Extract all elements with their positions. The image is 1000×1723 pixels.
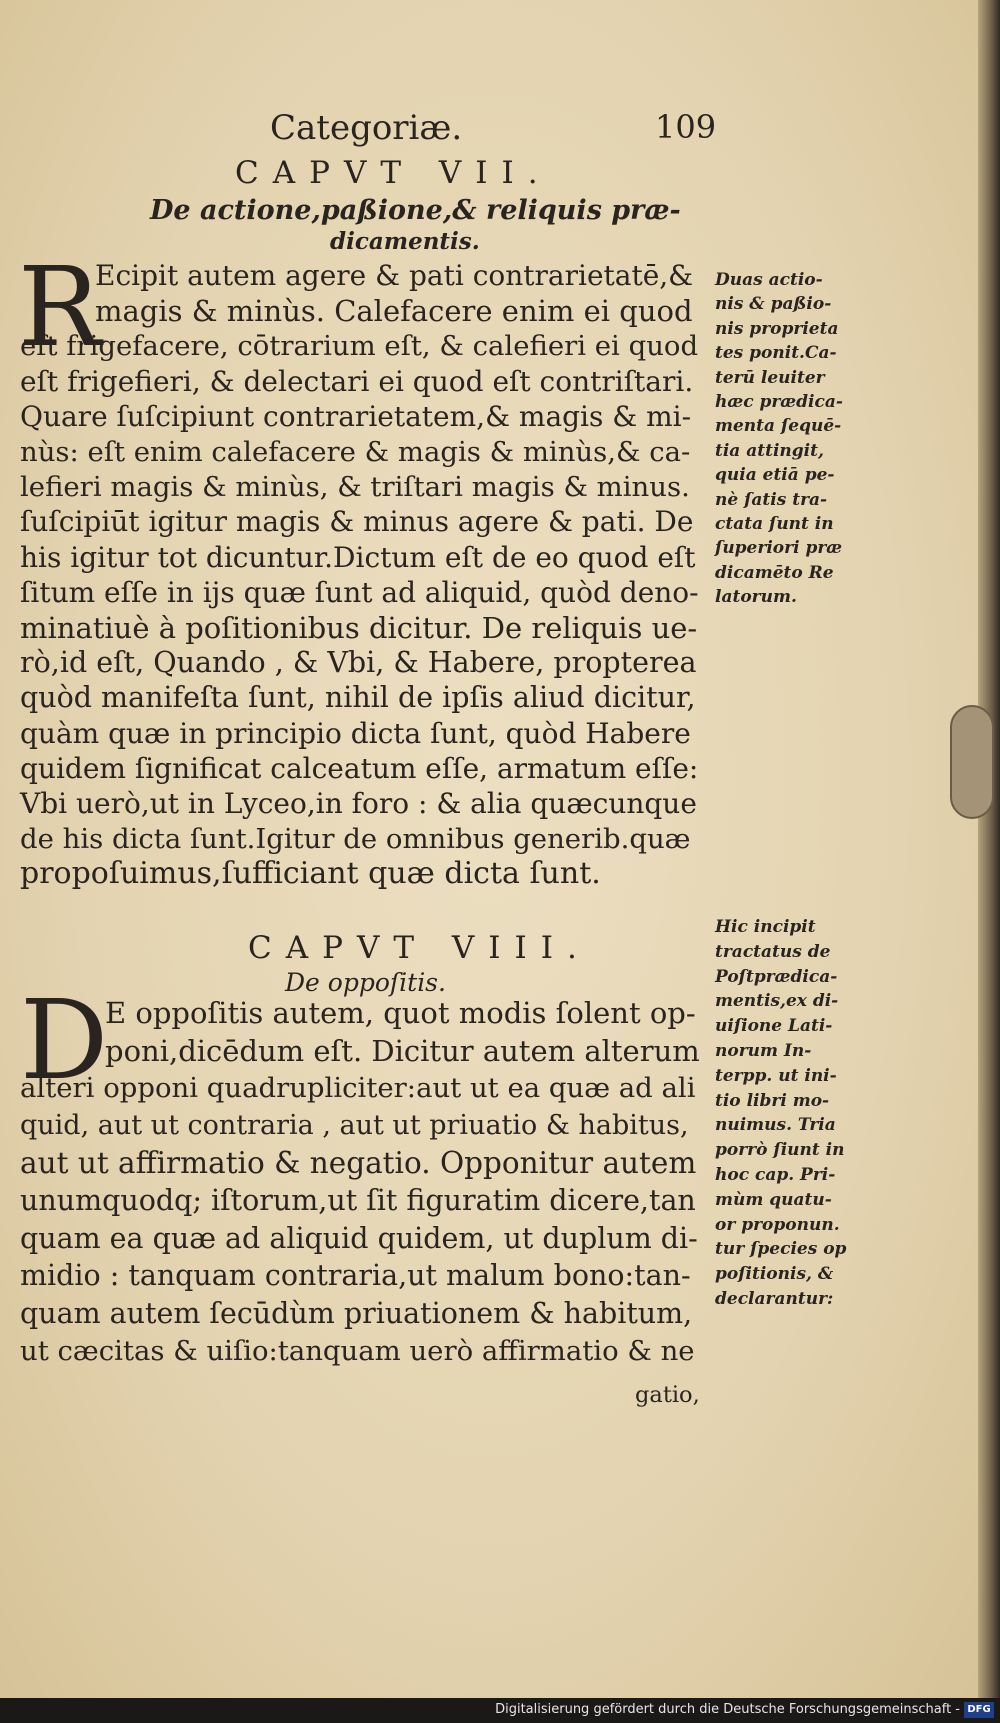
text-line: nùs: eſt enim calefacere & magis & minùs,& ca- <box>20 436 691 468</box>
margin-note-line: tes ponit.Ca- <box>715 343 837 364</box>
footer-bar <box>0 1698 1000 1723</box>
margin-note-line: declarantur: <box>715 1289 834 1309</box>
chapter-8-dropcap: D <box>20 976 109 1104</box>
margin-note-line: nuimus. Tria <box>715 1115 836 1136</box>
text-line: Ecipit autem agere & pati contrarietatē,& <box>95 259 694 292</box>
text-line: Vbi uerò,ut in Lyceo,in foro : & alia quæcunque <box>20 787 697 820</box>
text-line: alteri opponi quadrupliciter:aut ut ea quæ ad ali <box>20 1072 696 1105</box>
chapter-7-dropcap: R <box>18 243 101 371</box>
text-line: quòd manifeſta ſunt, nihil de ipſis aliud dicitur, <box>20 681 696 715</box>
margin-note-line: menta ſequē- <box>715 416 842 437</box>
text-line: unumquodq; iſtorum,ut ſit figuratim dicere,tan <box>20 1184 696 1217</box>
text-line: quidem ſignificat calceatum eſſe, armatum eſſe: <box>20 751 699 785</box>
text-line: ſuſcipiūt igitur magis & minus agere & pati. De <box>20 505 694 539</box>
text-line: quam ea quæ ad aliquid quidem, ut duplum di- <box>20 1221 698 1255</box>
margin-note-line: nè ſatis tra- <box>715 489 828 510</box>
chapter-7-subtitle-line1: De actione,paßione,& reliquis præ- <box>150 195 681 226</box>
margin-note-line: quia etiā pe- <box>715 465 835 486</box>
text-line: rò,id eſt, Quando , & Vbi, & Habere, propterea <box>20 646 697 680</box>
margin-note-line: ſuperiori præ <box>715 538 843 559</box>
text-line: E oppoſitis autem, quot modis ſolent op- <box>105 996 696 1030</box>
margin-note-line: tia attingit, <box>715 440 824 461</box>
margin-note-line: latorum. <box>715 587 797 608</box>
margin-note-line: norum In- <box>715 1041 812 1061</box>
text-line: Quare ſuſcipiunt contrarietatem,& magis & mi- <box>20 399 692 433</box>
margin-note-line: hæc prædica- <box>715 392 843 412</box>
text-line: lefieri magis & minùs, & triſtari magis & minus. <box>20 471 690 504</box>
margin-note-line: hoc cap. Pri- <box>715 1165 836 1185</box>
margin-note-line: Poſtprædica- <box>715 966 838 987</box>
margin-note-line: ctata ſunt in <box>715 514 834 534</box>
text-line: his igitur tot dicuntur.Dictum eſt de eo quod eſt <box>20 540 696 574</box>
chapter-8-subtitle: De oppoſitis. <box>285 968 446 997</box>
text-line: magis & minùs. Calefacere enim ei quod <box>95 294 693 329</box>
text-line: midio : tanquam contraria,ut malum bono:tan- <box>20 1259 691 1293</box>
margin-note-line: Hic incipit <box>715 917 816 937</box>
margin-note-line: Duas actio- <box>715 270 823 290</box>
margin-note-line: tio libri mo- <box>715 1090 830 1111</box>
text-line: de his dicta ſunt.Igitur de omnibus generib.quæ <box>20 823 691 856</box>
margin-note-line: terpp. ut ini- <box>715 1065 837 1086</box>
dfg-logo: DFG <box>964 1702 994 1718</box>
text-line: eſt frigefieri, & delectari ei quod eſt contriſtari. <box>20 364 694 398</box>
margin-note-line: tur ſpecies op <box>715 1239 847 1260</box>
margin-note-line: terū leuiter <box>715 367 825 388</box>
text-line: quam autem ſecūdùm priuationem & habitum, <box>20 1296 693 1330</box>
catchword: gatio, <box>635 1382 700 1408</box>
margin-note-line: mentis,ex di- <box>715 991 839 1012</box>
text-line: aut ut affirmatio & negatio. Opponitur autem <box>20 1146 697 1181</box>
text-line: quàm quæ in principio dicta ſunt, quòd Habere <box>20 716 691 750</box>
text-line: poni,dicēdum eſt. Dicitur autem alterum <box>105 1033 700 1068</box>
running-title: Categoriæ. <box>270 108 463 148</box>
margin-note-line: porrò ſiunt in <box>715 1140 845 1161</box>
text-line: quid, aut ut contraria , aut ut priuatio & habitus, <box>20 1109 689 1141</box>
page-number: 109 <box>655 108 717 146</box>
margin-note-line: mùm quatu- <box>715 1189 832 1210</box>
text-line: eſt frigefacere, cōtrarium eſt, & calefieri ei quod <box>20 330 699 363</box>
margin-note-line: uiſione Lati- <box>715 1016 833 1037</box>
page-clip <box>950 705 994 819</box>
text-line: ſitum eſſe in ijs quæ ſunt ad aliquid, quòd deno- <box>20 575 699 609</box>
footer-credit: Digitalisierung gefördert durch die Deutsche Forschungsgemeinschaft - <box>495 1702 960 1717</box>
chapter-8-heading: CAPVT VIII. <box>248 930 591 966</box>
margin-note-line: nis & paßio- <box>715 294 832 315</box>
chapter-7-subtitle-line2: dicamentis. <box>330 228 480 255</box>
margin-note-line: dicamēto Re <box>715 562 834 583</box>
margin-note-line: poſitionis, & <box>715 1264 834 1285</box>
text-line: minatiuè à poſitionibus dicitur. De reliquis ue- <box>20 611 698 645</box>
margin-note-line: or proponun. <box>715 1214 840 1235</box>
text-line: ut cæcitas & uiſio:tanquam uerò affirmatio & ne <box>20 1335 695 1368</box>
margin-note-line: nis proprieta <box>715 318 839 339</box>
page-edge-shadow <box>978 0 1000 1723</box>
text-line: propoſuimus,ſufficiant quæ dicta ſunt. <box>20 856 601 892</box>
chapter-7-heading: CAPVT VII. <box>235 155 552 191</box>
margin-note-line: tractatus de <box>715 941 831 962</box>
